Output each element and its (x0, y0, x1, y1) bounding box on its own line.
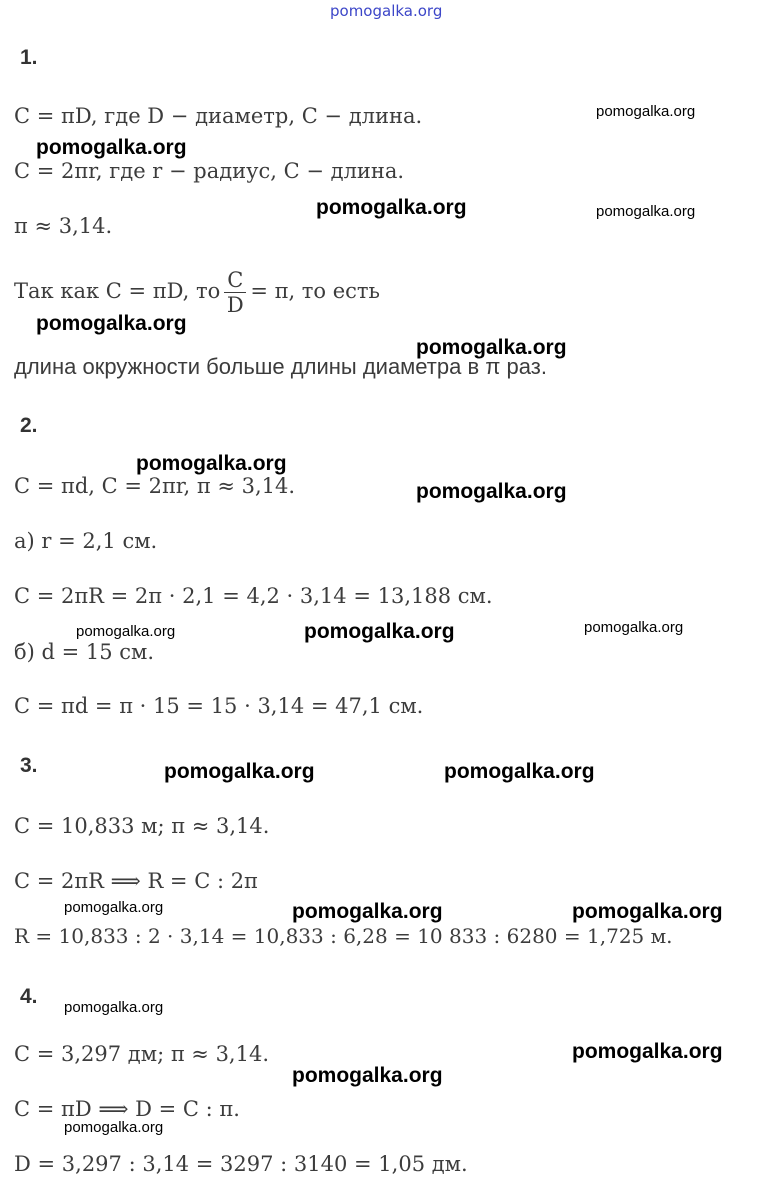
watermark: pomogalka.org (36, 312, 187, 335)
formula-line: C = πD ⟹ D = C : π. (14, 1097, 240, 1121)
watermark: pomogalka.org (292, 900, 443, 923)
formula-line-fraction (14, 268, 380, 317)
watermark: pomogalka.org (64, 899, 164, 916)
formula-line: а) r = 2,1 см. (14, 529, 158, 553)
watermark: pomogalka.org (76, 623, 176, 640)
watermark: pomogalka.org (572, 900, 723, 923)
formula-line: R = 10,833 : 2 · 3,14 = 10,833 : 6,28 = 10 833 : 6280 = 1,725 м. (14, 924, 673, 948)
formula-line: б) d = 15 см. (14, 640, 155, 664)
fraction-numerator: C (224, 268, 246, 293)
watermark: pomogalka.org (64, 999, 164, 1016)
section-number-3: 3. (20, 754, 38, 777)
watermark: pomogalka.org (316, 196, 467, 219)
formula-line: C = 10,833 м; π ≈ 3,14. (14, 814, 270, 838)
formula-line: C = πd = π · 15 = 15 · 3,14 = 47,1 см. (14, 694, 424, 718)
fraction-denominator: D (226, 293, 244, 318)
watermark: pomogalka.org (164, 760, 315, 783)
text-line: длина окружности больше длины диаметра в π раз. (14, 354, 547, 379)
formula-line: C = 2πR = 2π · 2,1 = 4,2 · 3,14 = 13,188 см. (14, 584, 493, 608)
formula-line: C = 2πR ⟹ R = C : 2π (14, 869, 258, 893)
formula-line: C = πd, C = 2πr, π ≈ 3,14. (14, 474, 296, 498)
formula-line: C = πD, где D − диаметр, C − длина. (14, 104, 423, 128)
watermark: pomogalka.org (292, 1064, 443, 1087)
watermark: pomogalka.org (64, 1119, 164, 1136)
section-number-2: 2. (20, 414, 38, 437)
text-before-fraction: Так как C = πD, то (14, 279, 221, 304)
section-number-4: 4. (20, 985, 38, 1008)
watermark: pomogalka.org (36, 136, 187, 159)
watermark: pomogalka.org (584, 619, 684, 636)
formula-line: C = 3,297 дм; π ≈ 3,14. (14, 1042, 270, 1066)
watermark: pomogalka.org (572, 1040, 723, 1063)
site-title[interactable]: pomogalka.org (330, 2, 443, 20)
formula-line: C = 2πr, где r − радиус, C − длина. (14, 159, 405, 183)
formula-line: π ≈ 3,14. (14, 214, 113, 238)
watermark: pomogalka.org (444, 760, 595, 783)
text-after-fraction: = π, то есть (250, 279, 380, 304)
watermark: pomogalka.org (596, 103, 696, 120)
watermark: pomogalka.org (136, 452, 287, 475)
watermark: pomogalka.org (416, 480, 567, 503)
watermark: pomogalka.org (416, 336, 567, 359)
watermark: pomogalka.org (596, 203, 696, 220)
fraction (224, 268, 246, 317)
formula-line: D = 3,297 : 3,14 = 3297 : 3140 = 1,05 дм. (14, 1152, 468, 1176)
section-number-1: 1. (20, 46, 38, 69)
watermark: pomogalka.org (304, 620, 455, 643)
